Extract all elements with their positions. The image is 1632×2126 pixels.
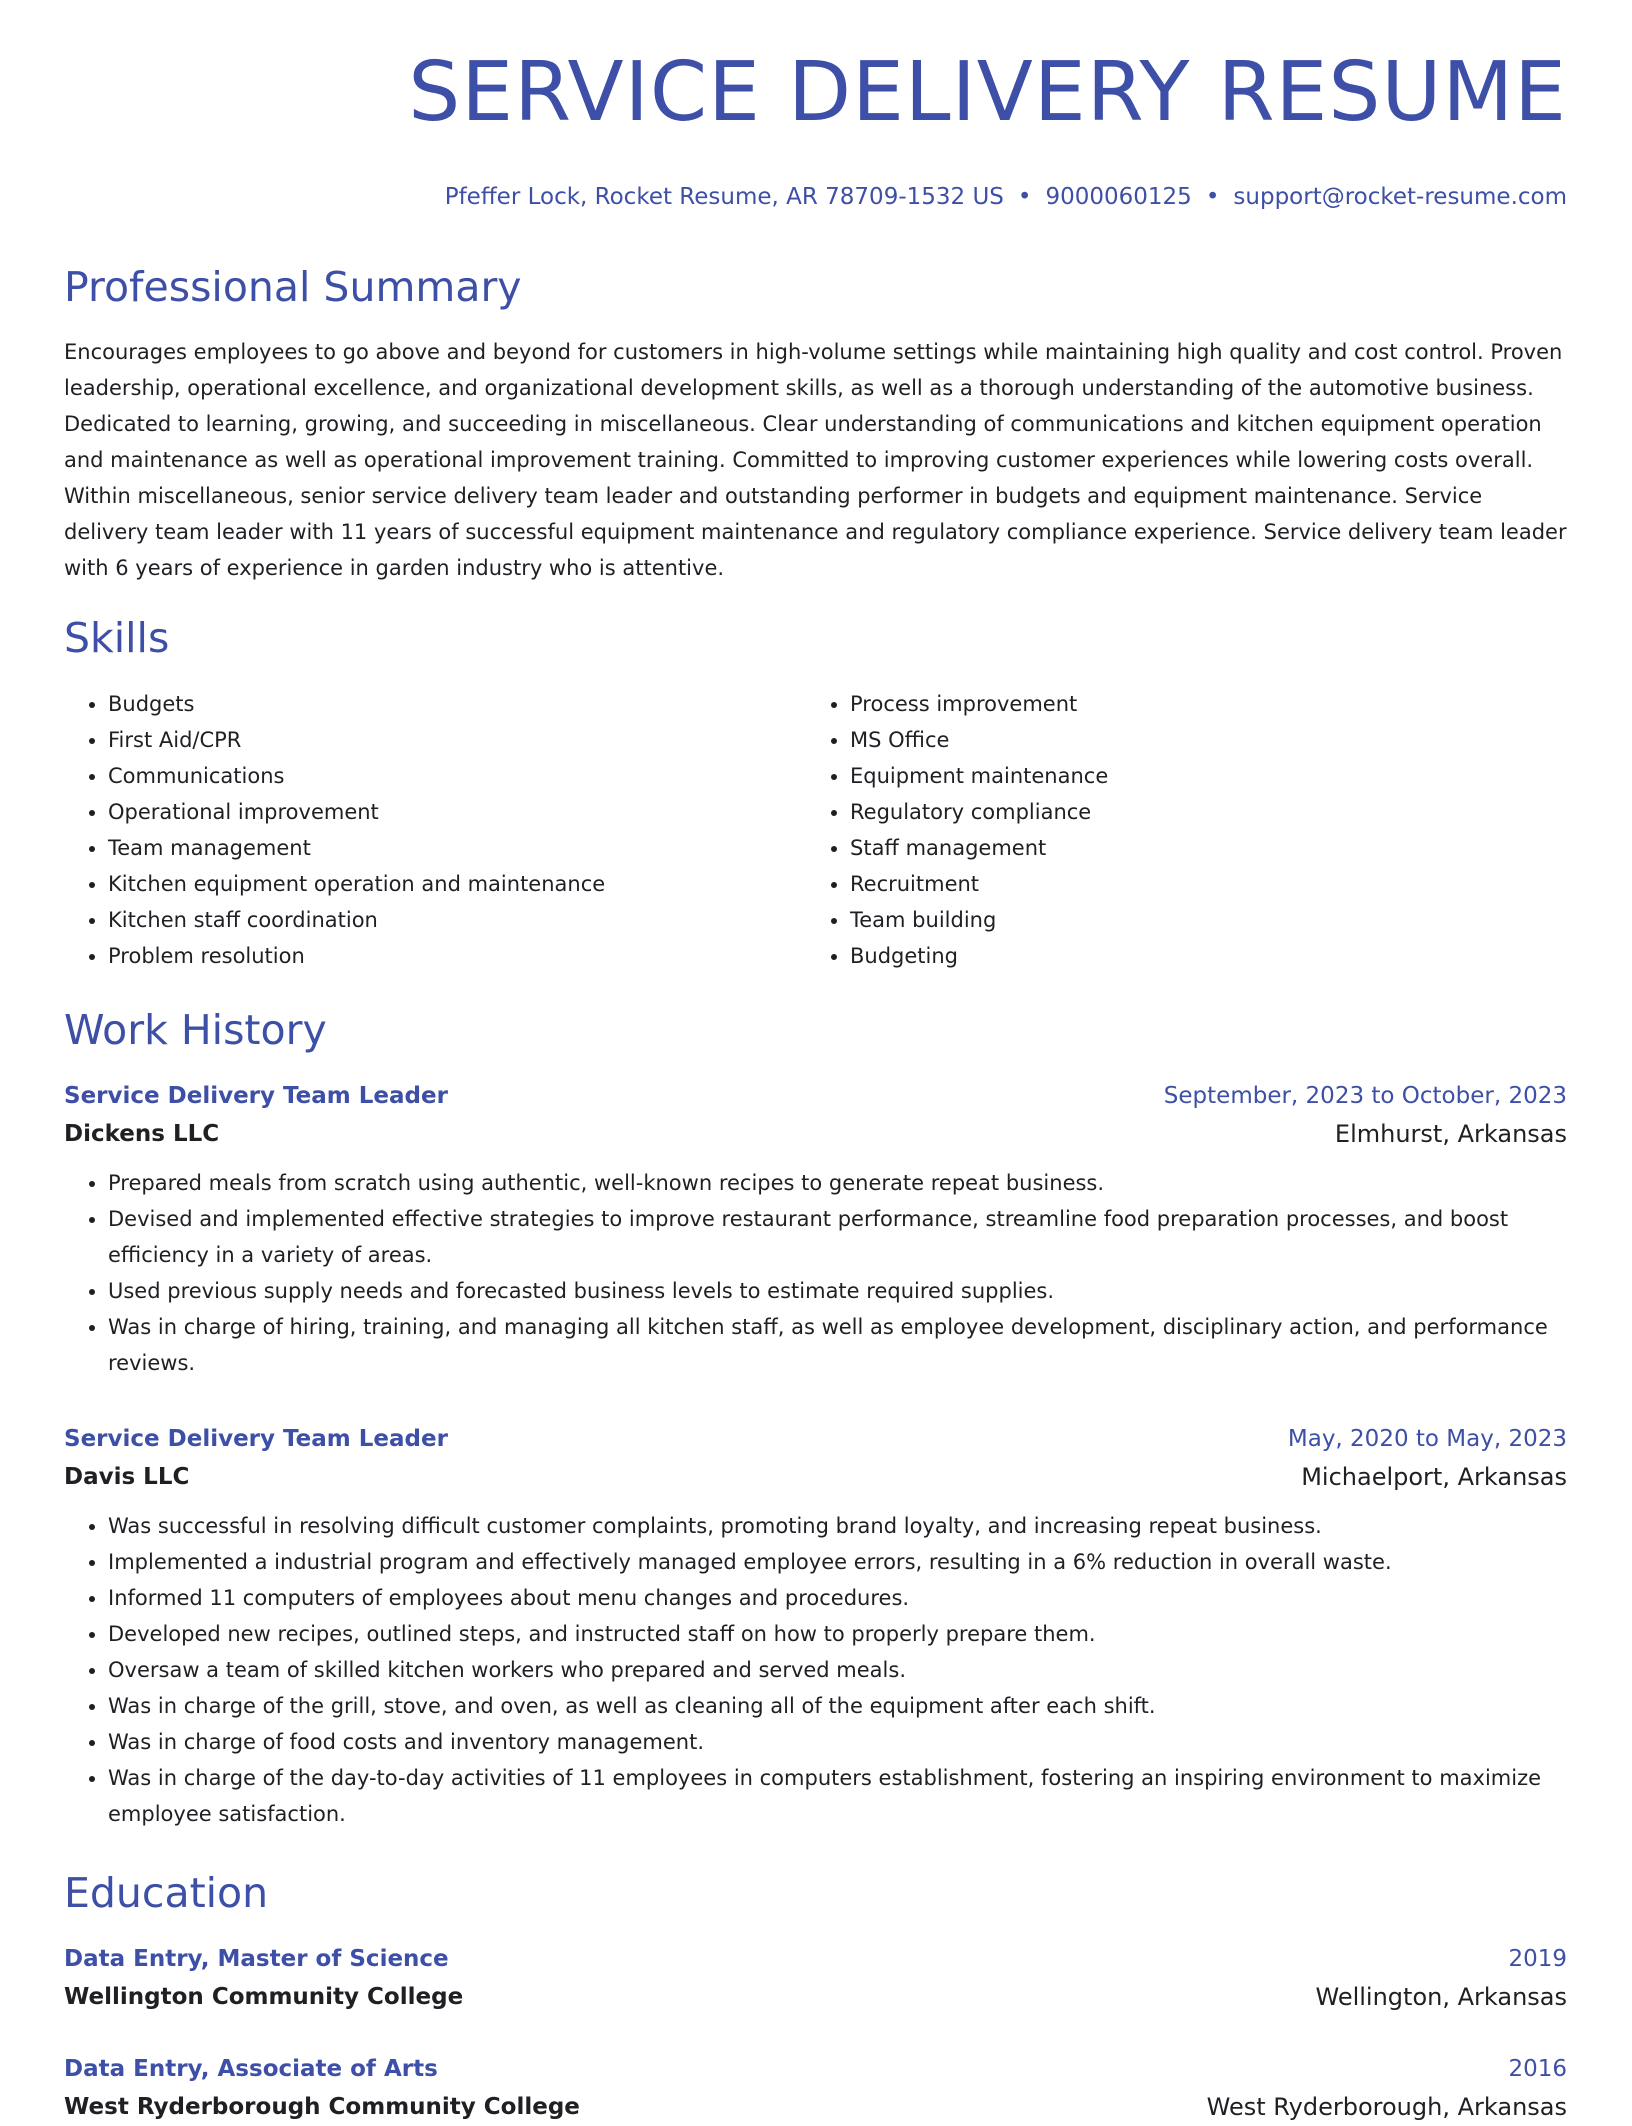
job-company: Dickens LLC xyxy=(64,1121,220,1147)
education-year: 2019 xyxy=(1508,1946,1567,1972)
skill-item: • Team management xyxy=(108,830,605,866)
job-company-row xyxy=(64,1458,1567,1496)
skill-item: • Process improvement xyxy=(850,686,1108,722)
skill-item: • MS Office xyxy=(850,722,1108,758)
job-bullet: • Was successful in resolving difficult customer complaints, promoting brand loyalty, and increasing repeat business. xyxy=(108,1508,1567,1544)
job-role: Service Delivery Team Leader xyxy=(64,1083,448,1109)
job-entry xyxy=(64,1420,1567,1832)
job-bullet: • Was in charge of food costs and inventory management. xyxy=(108,1724,1567,1760)
education-entry xyxy=(64,1940,1567,2016)
skills-list-right xyxy=(806,686,1108,974)
education-header-row xyxy=(64,1940,1567,1978)
summary-text: Encourages employees to go above and beyond for customers in high-volume settings while maintaining high quality and cost control. Proven leadership, operational excellence, and organizational development skills, as well as a thorough understanding of the automotive business. Dedicated to learning, growing, and succeeding in miscellaneous. Clear understanding of communications and kitchen equipment operation and maintenance as well as operational improvement training. Committed to improving customer experiences while lowering costs overall. Within miscellaneous, senior service delivery team leader and outstanding performer in budgets and equipment maintenance. Service delivery team leader with 11 years of successful equipment maintenance and regulatory compliance experience. Service delivery team leader with 6 years of experience in garden industry who is attentive. xyxy=(64,340,1567,580)
job-bullet: • Devised and implemented effective strategies to improve restaurant performance, streamline food preparation processes, and boost efficiency in a variety of areas. xyxy=(108,1201,1567,1273)
contact-phone: 9000060125 xyxy=(1045,184,1192,210)
contact-email[interactable]: support@rocket-resume.com xyxy=(1233,184,1567,210)
job-bullet: • Was in charge of the grill, stove, and oven, as well as cleaning all of the equipment after each shift. xyxy=(108,1688,1567,1724)
education-location: Wellington, Arkansas xyxy=(1315,1983,1567,2011)
education-year: 2016 xyxy=(1508,2056,1567,2082)
education-school: Wellington Community College xyxy=(64,1984,464,2010)
job-location: Michaelport, Arkansas xyxy=(1301,1463,1567,1491)
skills-column-right xyxy=(806,686,1108,974)
skill-item: • Problem resolution xyxy=(108,938,605,974)
education-degree: Data Entry, Master of Science xyxy=(64,1946,449,1972)
job-bullets xyxy=(64,1508,1567,1832)
education-school: West Ryderborough Community College xyxy=(64,2094,580,2120)
job-bullet: • Used previous supply needs and forecasted business levels to estimate required supplies. xyxy=(108,1273,1567,1309)
skills-heading: Skills xyxy=(64,614,170,662)
job-dates: September, 2023 to October, 2023 xyxy=(1163,1083,1567,1109)
summary-heading: Professional Summary xyxy=(64,263,522,311)
skill-item: • Kitchen equipment operation and maintenance xyxy=(108,866,605,902)
skill-item: • Budgeting xyxy=(850,938,1108,974)
job-bullet: • Oversaw a team of skilled kitchen workers who prepared and served meals. xyxy=(108,1652,1567,1688)
job-role: Service Delivery Team Leader xyxy=(64,1426,448,1452)
education-school-row xyxy=(64,2088,1567,2126)
skill-item: • Regulatory compliance xyxy=(850,794,1108,830)
job-bullet: • Informed 11 computers of employees about menu changes and procedures. xyxy=(108,1580,1567,1616)
contact-separator: • xyxy=(1017,184,1032,210)
job-bullets xyxy=(64,1165,1567,1381)
contact-line xyxy=(445,181,1567,213)
job-bullet: • Prepared meals from scratch using authentic, well-known recipes to generate repeat business. xyxy=(108,1165,1567,1201)
skill-item: • Recruitment xyxy=(850,866,1108,902)
job-dates: May, 2020 to May, 2023 xyxy=(1287,1426,1567,1452)
skill-item: • Communications xyxy=(108,758,605,794)
skill-item: • Equipment maintenance xyxy=(850,758,1108,794)
skill-item: • Team building xyxy=(850,902,1108,938)
skill-item: • Operational improvement xyxy=(108,794,605,830)
education-header-row xyxy=(64,2050,1567,2088)
skills-list-left xyxy=(64,686,605,974)
resume-title: SERVICE DELIVERY RESUME xyxy=(408,45,1567,140)
skills-column-left xyxy=(64,686,605,974)
job-bullet: • Implemented a industrial program and effectively managed employee errors, resulting in a 6% reduction in overall waste. xyxy=(108,1544,1567,1580)
education-school-row xyxy=(64,1978,1567,2016)
job-header-row xyxy=(64,1077,1567,1115)
skill-item: • First Aid/CPR xyxy=(108,722,605,758)
contact-address: Pfeffer Lock, Rocket Resume, AR 78709-1532 US xyxy=(444,184,1004,210)
education-entry xyxy=(64,2050,1567,2126)
skill-item: • Staff management xyxy=(850,830,1108,866)
job-bullet: • Was in charge of hiring, training, and managing all kitchen staff, as well as employee development, disciplinary action, and performance reviews. xyxy=(108,1309,1567,1381)
skill-item: • Budgets xyxy=(108,686,605,722)
job-bullet: • Was in charge of the day-to-day activities of 11 employees in computers establishment, fostering an inspiring environment to maximize employee satisfaction. xyxy=(108,1760,1567,1832)
job-bullet: • Developed new recipes, outlined steps, and instructed staff on how to properly prepare them. xyxy=(108,1616,1567,1652)
job-company-row xyxy=(64,1115,1567,1153)
job-header-row xyxy=(64,1420,1567,1458)
job-location: Elmhurst, Arkansas xyxy=(1334,1120,1567,1148)
education-heading: Education xyxy=(64,1869,269,1917)
job-entry xyxy=(64,1077,1567,1381)
work-history-heading: Work History xyxy=(64,1006,327,1054)
job-company: Davis LLC xyxy=(64,1464,190,1490)
education-degree: Data Entry, Associate of Arts xyxy=(64,2056,438,2082)
education-location: West Ryderborough, Arkansas xyxy=(1206,2093,1567,2121)
contact-separator: • xyxy=(1205,184,1220,210)
skill-item: • Kitchen staff coordination xyxy=(108,902,605,938)
